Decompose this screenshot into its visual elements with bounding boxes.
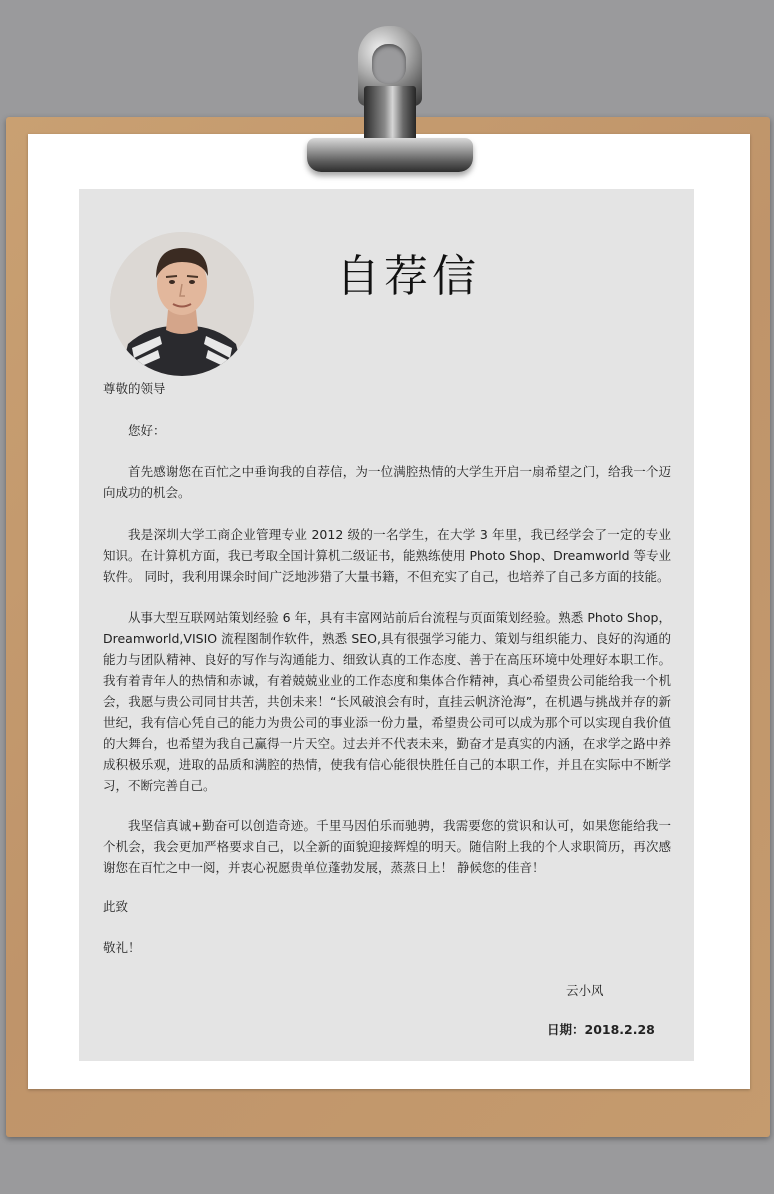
profile-photo xyxy=(110,232,254,376)
paragraph-4: 我坚信真诚+勤奋可以创造奇迹。千里马因伯乐而驰骋，我需要您的赏识和认可，如果您能给我一个机会，我会更加严格要求自己，以全新的面貌迎接辉煌的明天。随信附上我的个人求职简历，再次感谢您在百忙之中一阅，并衷心祝愿贵单位蓬勃发展，蒸蒸日上！ 静候您的佳音！ xyxy=(103,818,671,875)
paragraph-3: 从事大型互联网站策划经验 6 年，具有丰富网站前后台流程与页面策划经验。熟悉 Photo Shop，Dreamworld,VISIO 流程图制作软件，熟悉 SEO,具有很强学习能力、策划与组织能力、良好的沟通的能力与团队精神、良好的写作与沟通能力、细致认真的工作态度、善于在高压环境中处理好本职工作。 我有着青年人的热情和赤诚，有着兢兢业业的工作态度和集体合作精神，真心希望贵公司能给我一个机会，我愿与贵公司同甘共苦，共创未来！“长风破浪会有时，直挂云帆济沧海”，在机遇与挑战并存的新世纪，我有信心凭自己的能力为贵公司的事业添一份力量，希望贵公司可以成为那个可以实现自我价值的大舞台，也希望为我自己赢得一片天空。过去并不代表未来，勤奋才是真实的内涵，在求学之路中养成积极乐观，进取的品质和满腔的热情，使我有信心能很快胜任自己的本职工作，并且在实际中不断学习，不断完善自己。 xyxy=(103,610,671,793)
letter-date: 日期：2018.2.28 xyxy=(547,1022,655,1037)
salutation: 尊敬的领导 xyxy=(103,381,166,396)
paragraph-1: 首先感谢您在百忙之中垂询我的自荐信，为一位满腔热情的大学生开启一扇希望之门，给我一个迈向成功的机会。 xyxy=(103,464,671,500)
closing-ci-zhi: 此致 xyxy=(103,899,129,914)
paragraph-2: 我是深圳大学工商企业管理专业 2012 级的一名学生，在大学 3 年里，我已经学会了一定的专业知识。在计算机方面，我已考取全国计算机二级证书，能熟练使用 Photo Shop、Dreamworld 等专业软件。 同时，我利用课余时间广泛地涉猎了大量书籍，不但充实了自己，也培养了自己多方面的技能。 xyxy=(103,527,671,584)
letter-title: 自荐信 xyxy=(336,251,480,302)
signature: 云小风 xyxy=(566,983,604,998)
closing-jing-li: 敬礼！ xyxy=(103,940,141,955)
greeting: 您好： xyxy=(128,423,166,438)
